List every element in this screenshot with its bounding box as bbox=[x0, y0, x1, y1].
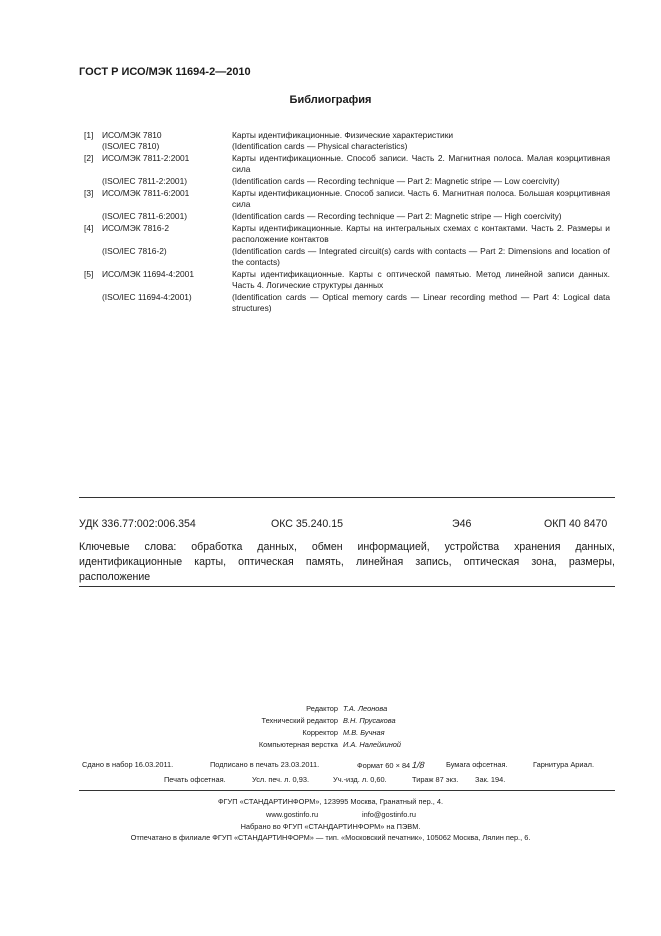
entry-title-en: (Identification cards — Physical characteristics) bbox=[232, 141, 408, 151]
bibliography-entry bbox=[84, 188, 610, 222]
entry-number: [5] bbox=[84, 269, 94, 279]
entry-ref-en: (ISO/IEC 7816-2) bbox=[102, 246, 167, 256]
entry-ref-ru: ИСО/МЭК 7811-6:2001 bbox=[102, 188, 190, 198]
bibliography-entry bbox=[84, 269, 610, 314]
entry-title-en: (Identification cards — Recording technique — Part 2: Magnetic stripe — High coercivity) bbox=[232, 211, 562, 221]
credit-name: И.А. Налейкиной bbox=[343, 740, 402, 749]
entry-ref-ru: ИСО/МЭК 7816-2 bbox=[102, 223, 170, 233]
publisher-address: ФГУП «СТАНДАРТИНФОРМ», 123995 Москва, Гранатный пер., 4. bbox=[217, 797, 444, 806]
entry-ref-ru: ИСО/МЭК 7810 bbox=[102, 130, 162, 140]
publisher-website[interactable]: www.gostinfo.ru bbox=[266, 810, 319, 819]
entry-title-ru: Карты идентификационные. Способ записи. Часть 6. Магнитная полоса. Большая коэрцитивная сила bbox=[232, 188, 610, 209]
entry-ref-en: (ISO/IEC 11694-4:2001) bbox=[102, 292, 192, 302]
entry-title-en: (Identification cards — Integrated circuit(s) cards with contacts — Part 2: Dimensions and location of the contacts) bbox=[232, 246, 610, 267]
credit-role: Редактор bbox=[306, 704, 338, 713]
bibliography-entry bbox=[84, 130, 610, 152]
standard-code: ГОСТ Р ИСО/МЭК 11694-2—2010 bbox=[79, 66, 251, 78]
credits bbox=[0, 703, 661, 751]
print-format bbox=[357, 760, 425, 770]
credit-name: Т.А. Леонова bbox=[343, 704, 388, 713]
bibliography-entry bbox=[84, 153, 610, 187]
entry-ref-ru: ИСО/МЭК 11694-4:2001 bbox=[102, 269, 194, 279]
imprint-divider bbox=[79, 790, 615, 791]
entry-title-en: (Identification cards — Optical memory cards — Linear recording method — Part 4: Logical data structures) bbox=[232, 292, 610, 313]
print-signed: Подписано в печать 23.03.2011. bbox=[210, 760, 320, 769]
print-font: Гарнитура Ариал. bbox=[533, 760, 595, 769]
oks-code: ОКС 35.240.15 bbox=[271, 518, 344, 530]
entry-title-ru: Карты идентификационные. Карты с оптической памятью. Метод линейной записи данных. Часть 4. Логические структуры данных bbox=[232, 269, 610, 290]
udc-code: УДК 336.77:002:006.354 bbox=[79, 518, 196, 530]
entry-ref-en: (ISO/IEC 7811-2:2001) bbox=[102, 176, 188, 186]
keywords: Ключевые слова: обработка данных, обмен информацией, устройства хранения данных, идентификационные карты, оптическая память, линейная запись, оптическая зона, размеры, расположение bbox=[79, 541, 615, 583]
print-run: Тираж 87 экз. bbox=[412, 775, 459, 784]
print-order: Зак. 194. bbox=[475, 775, 506, 784]
top-divider bbox=[79, 497, 615, 498]
bottom-divider bbox=[79, 586, 615, 587]
publisher-email[interactable]: info@gostinfo.ru bbox=[362, 810, 416, 819]
typeset-note: Набрано во ФГУП «СТАНДАРТИНФОРМ» на ПЭВМ. bbox=[240, 822, 421, 831]
entry-title-ru: Карты идентификационные. Физические характеристики bbox=[232, 130, 454, 140]
entry-title-ru: Карты идентификационные. Карты на интегральных схемах с контактами. Часть 2. Размеры и расположение контактов bbox=[232, 223, 610, 244]
credit-name: М.В. Бучная bbox=[343, 728, 385, 737]
entry-ref-en: (ISO/IEC 7810) bbox=[102, 141, 160, 151]
entry-number: [2] bbox=[84, 153, 94, 163]
print-typeset: Сдано в набор 16.03.2011. bbox=[82, 760, 174, 769]
credit-role: Компьютерная верстка bbox=[258, 740, 338, 749]
entry-ref-ru: ИСО/МЭК 7811-2:2001 bbox=[102, 153, 190, 163]
bibliography-title: Библиография bbox=[289, 94, 372, 106]
entry-number: [1] bbox=[84, 130, 94, 140]
printer-note: Отпечатано в филиале ФГУП «СТАНДАРТИНФОРМ» — тип. «Московский печатник», 105062 Москва, Лялин пер., 6. bbox=[130, 833, 531, 842]
entry-title-en: (Identification cards — Recording technique — Part 2: Magnetic stripe — Low coercivity) bbox=[232, 176, 560, 186]
print-sheets: Усл. печ. л. 0,93. bbox=[252, 775, 309, 784]
format-prefix: Формат 60 × 84 bbox=[357, 761, 411, 770]
group-code: Э46 bbox=[452, 518, 472, 530]
entry-ref-en: (ISO/IEC 7811-6:2001) bbox=[102, 211, 188, 221]
print-paper: Бумага офсетная. bbox=[446, 760, 508, 769]
bibliography-entry bbox=[84, 223, 610, 268]
credit-role: Корректор bbox=[302, 728, 338, 737]
entry-number: [4] bbox=[84, 223, 94, 233]
pub-sheets: Уч.-изд. л. 0,60. bbox=[333, 775, 387, 784]
okp-code: ОКП 40 8470 bbox=[544, 518, 608, 530]
credit-name: В.Н. Прусакова bbox=[343, 716, 396, 725]
bibliography-list bbox=[84, 130, 610, 314]
credit-role: Технический редактор bbox=[261, 716, 338, 725]
print-type: Печать офсетная. bbox=[164, 775, 226, 784]
entry-number: [3] bbox=[84, 188, 94, 198]
format-fraction: 1/8 bbox=[410, 760, 427, 770]
entry-title-ru: Карты идентификационные. Способ записи. Часть 2. Магнитная полоса. Малая коэрцитивная сила bbox=[232, 153, 610, 174]
